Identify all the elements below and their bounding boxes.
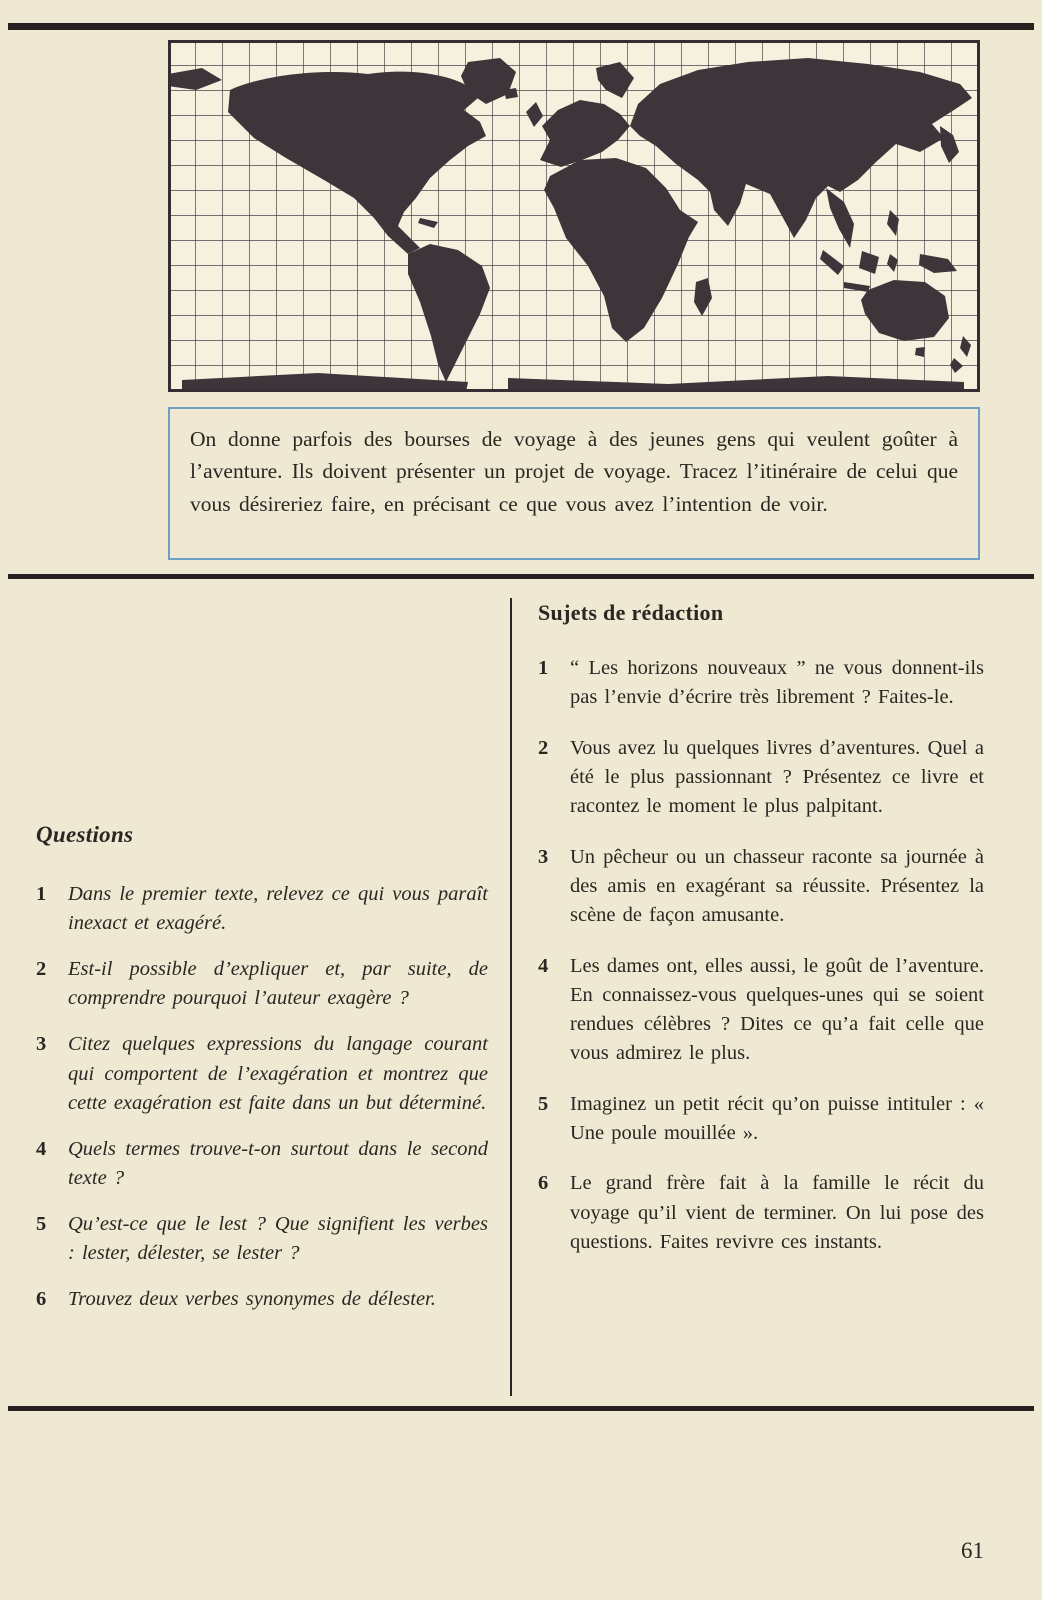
redaction-item [538, 1169, 984, 1257]
questions-section [36, 822, 488, 1331]
redaction-item [538, 734, 984, 822]
question-item [36, 880, 488, 938]
redaction-number: 1 [538, 657, 549, 679]
map-caption-box [168, 407, 980, 560]
redaction-text: Le grand frère fait à la famille le récit du voyage qu’il vient de terminer. On lui pose des questions. Faites revivre ces instants. [570, 1172, 984, 1253]
question-number: 3 [36, 1033, 47, 1056]
redaction-number: 5 [538, 1092, 549, 1115]
question-number: 2 [36, 958, 47, 981]
redaction-text: Imaginez un petit récit qu’on puisse intituler : « Une poule mouillée ». [570, 1092, 984, 1145]
redaction-text: Les dames ont, elles aussi, le goût de l’aventure. En connaissez-vous quelques-unes qui se soient rendues célèbres ? Dites ce qu’a fait celle que vous admirez le plus. [570, 954, 984, 1065]
questions-heading: Questions [36, 822, 134, 847]
question-item [36, 1285, 488, 1314]
redaction-item [538, 654, 984, 713]
question-number: 1 [36, 883, 47, 905]
question-item [36, 955, 488, 1013]
redaction-text: Vous avez lu quelques livres d’aventures. Quel a été le plus passionnant ? Présentez ce livre et racontez le moment le plus palpitant. [570, 736, 984, 818]
redaction-section [538, 600, 984, 1278]
question-text: Trouvez deux verbes synonymes de délester. [68, 1288, 436, 1311]
redaction-number: 4 [538, 954, 549, 977]
redaction-number: 6 [538, 1172, 549, 1195]
question-number: 4 [36, 1137, 47, 1160]
map-caption-text: On donne parfois des bourses de voyage à des jeunes gens qui veulent goûter à l’aventure. Ils doivent présenter un projet de voyage. Tracez l’itinéraire de celui que vous désireriez faire, en précisant ce que vous avez l’intention de voir. [190, 427, 958, 516]
question-item [36, 1135, 488, 1193]
section-rule [8, 574, 1034, 579]
redaction-number: 2 [538, 736, 549, 759]
question-number: 5 [36, 1212, 47, 1235]
redaction-number: 3 [538, 845, 549, 868]
redaction-item [538, 1090, 984, 1149]
redaction-item [538, 843, 984, 931]
question-text: Qu’est-ce que le lest ? Que signifient les verbes : lester, délester, se lester ? [68, 1212, 488, 1265]
question-item [36, 1030, 488, 1117]
top-rule [8, 23, 1034, 30]
question-text: Dans le premier texte, relevez ce qui vous paraît inexact et exagéré. [68, 883, 488, 935]
column-divider [510, 598, 512, 1396]
redaction-heading: Sujets de rédaction [538, 600, 724, 625]
world-map-figure [168, 40, 980, 392]
question-text: Quels termes trouve-t-on surtout dans le second texte ? [68, 1137, 488, 1189]
question-text: Citez quelques expressions du langage courant qui comportent de l’exagération et montrez que cette exagération est faite dans un but déterminé. [68, 1033, 488, 1114]
redaction-item [538, 952, 984, 1069]
bottom-rule [8, 1406, 1034, 1411]
page-number: 61 [961, 1538, 984, 1563]
redaction-text: Un pêcheur ou un chasseur raconte sa journée à des amis en exagérant sa réussite. Présentez la scène de façon amusante. [570, 845, 984, 927]
question-text: Est-il possible d’expliquer et, par suite, de comprendre pourquoi l’auteur exagère ? [68, 958, 488, 1010]
question-item [36, 1210, 488, 1268]
question-number: 6 [36, 1288, 47, 1311]
world-map [168, 40, 980, 392]
redaction-text: “ Les horizons nouveaux ” ne vous donnent-ils pas l’envie d’écrire très librement ? Faites-le. [570, 657, 984, 709]
